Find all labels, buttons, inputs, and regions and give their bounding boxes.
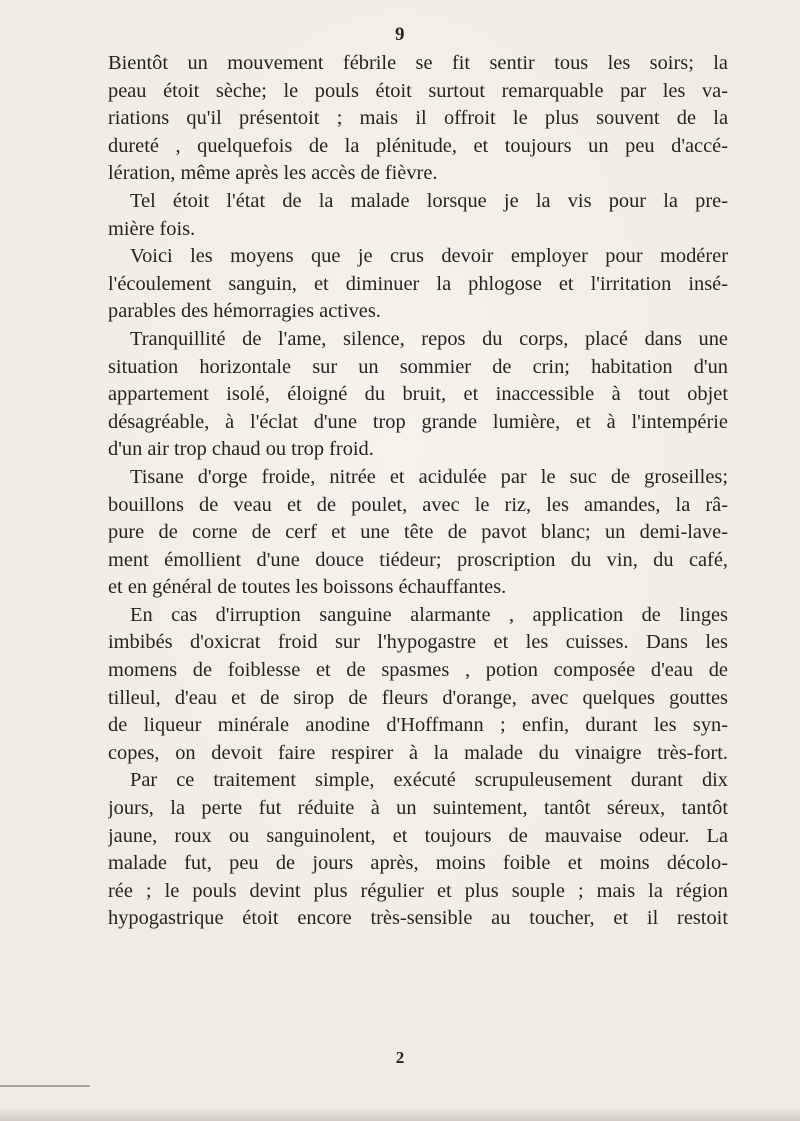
text-line: Tranquillité de l'ame, silence, repos du corps, placé dans une: [130, 327, 728, 350]
text-line: riations qu'il présentoit ; mais il offroit le plus souvent de la: [108, 107, 728, 130]
text-line: peau étoit sèche; le pouls étoit surtout remarquable par les va-: [108, 79, 728, 102]
text-line: appartement isolé, éloigné du bruit, et inaccessible à tout objet: [108, 383, 728, 406]
text-line: tilleul, d'eau et de sirop de fleurs d'orange, avec quelques gouttes: [108, 686, 728, 709]
text-line: et en général de toutes les boissons échauffantes.: [108, 576, 507, 599]
text-line: mière fois.: [108, 217, 196, 240]
text-line: Tisane d'orge froide, nitrée et acidulée par le suc de groseilles;: [130, 465, 728, 488]
text-line: bouillons de veau et de poulet, avec le riz, les amandes, la râ-: [108, 493, 728, 516]
text-line: lération, même après les accès de fièvre.: [108, 162, 438, 185]
text-line: imbibés d'oxicrat froid sur l'hypogastre et les cuisses. Dans les: [108, 631, 728, 654]
text-line: dureté , quelquefois de la plénitude, et toujours un peu d'accé-: [108, 134, 728, 157]
text-line: d'un air trop chaud ou trop froid.: [108, 438, 374, 461]
text-line: malade fut, peu de jours après, moins foible et moins décolo-: [108, 852, 728, 875]
text-line: En cas d'irruption sanguine alarmante , application de linges: [130, 603, 728, 626]
text-line: ment émollient d'une douce tiédeur; proscription du vin, du café,: [108, 548, 728, 571]
page-number: 9: [395, 24, 405, 45]
text-line: momens de foiblesse et de spasmes , potion composée d'eau de: [108, 659, 728, 682]
text-line: rée ; le pouls devint plus régulier et plus souple ; mais la région: [108, 879, 728, 902]
text-line: Voici les moyens que je crus devoir employer pour modérer: [130, 245, 728, 268]
text-line: pure de corne de cerf et une tête de pavot blanc; un demi-lave-: [108, 521, 728, 544]
text-line: jours, la perte fut réduite à un suintement, tantôt séreux, tantôt: [108, 797, 728, 820]
text-line: Par ce traitement simple, exécuté scrupuleusement durant dix: [130, 769, 728, 792]
text-line: parables des hémorragies actives.: [108, 300, 381, 323]
text-line: Bientôt un mouvement fébrile se fit sentir tous les soirs; la: [108, 52, 728, 74]
page-edge-mark: [0, 1085, 90, 1087]
text-line: copes, on devoit faire respirer à la malade du vinaigre très-fort.: [108, 741, 728, 764]
text-line: Tel étoit l'état de la malade lorsque je la vis pour la pre-: [130, 189, 728, 212]
body-text: [108, 50, 728, 933]
signature-mark: 2: [395, 1048, 405, 1067]
text-line: hypogastrique étoit encore très-sensible au toucher, et il restoit: [108, 907, 728, 930]
text-line: de liqueur minérale anodine d'Hoffmann ; enfin, durant les syn-: [108, 714, 728, 737]
page-bottom-shadow: [0, 1107, 800, 1121]
text-line: désagréable, à l'éclat d'une trop grande lumière, et à l'intempérie: [108, 410, 728, 433]
text-line: jaune, roux ou sanguinolent, et toujours de mauvaise odeur. La: [108, 824, 728, 847]
text-line: situation horizontale sur un sommier de crin; habitation d'un: [108, 355, 728, 378]
text-line: l'écoulement sanguin, et diminuer la phlogose et l'irritation insé-: [108, 272, 728, 295]
